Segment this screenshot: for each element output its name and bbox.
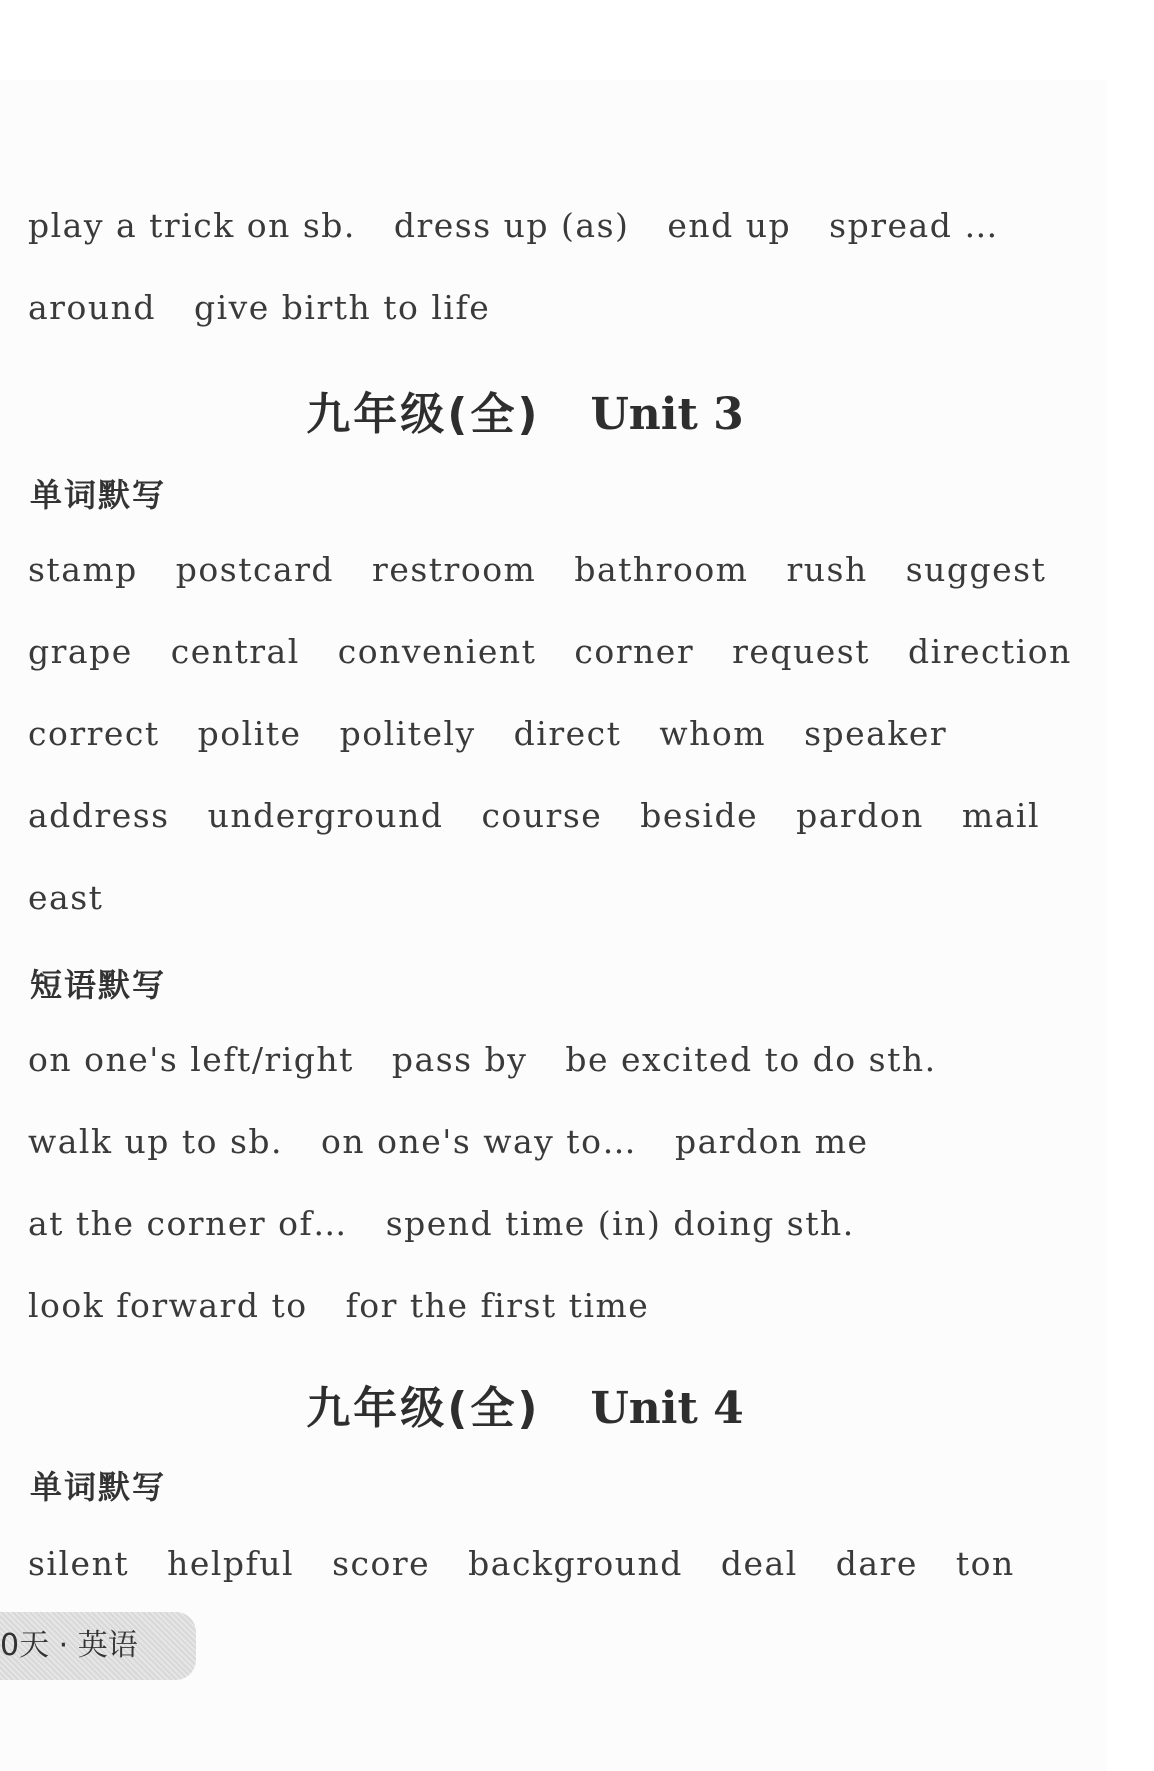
phrase-line [28,1040,975,1079]
word-line [28,796,1078,835]
word: helpful [167,1544,295,1583]
phrase: on one's left/right [28,1040,354,1079]
phrase: pass by [391,1040,528,1079]
grade-label: 九年级(全) [306,1383,541,1434]
word: background [468,1544,683,1583]
word: deal [720,1544,798,1583]
page-edge [1106,80,1154,1771]
word: beside [640,796,759,835]
word: bathroom [574,550,749,589]
section-heading-words: 单词默写 [30,1468,167,1506]
phrase: give birth to life [193,288,491,327]
section-heading-words: 单词默写 [30,476,167,514]
word: pardon [796,796,924,835]
word: convenient [337,632,537,671]
word-line [28,632,1110,671]
word: restroom [372,550,537,589]
grade-label: 九年级(全) [306,389,541,440]
word: central [170,632,300,671]
unit-label: Unit 3 [590,389,744,440]
phrase: dress up (as) [393,206,630,245]
phrase-line [28,1122,907,1161]
phrase: pardon me [674,1122,869,1161]
phrase: for the first time [345,1286,650,1325]
phrase: play a trick on sb. [28,206,356,245]
phrase: spend time (in) doing sth. [385,1204,855,1243]
phrase: walk up to sb. [28,1122,283,1161]
word: grape [28,632,133,671]
phrase-line [28,1204,893,1243]
word: dare [835,1544,918,1583]
document-page [0,80,1106,1771]
phrase-line [28,1286,687,1325]
word: underground [207,796,444,835]
unit-title [0,1372,1050,1436]
word: ton [955,1544,1015,1583]
phrase: around [28,288,156,327]
word-line [28,1544,1053,1583]
word-line [28,550,1084,589]
phrase-line [28,206,1037,245]
phrase: be excited to do sth. [565,1040,937,1079]
word: request [732,632,871,671]
word: suggest [905,550,1047,589]
word-line [28,878,141,917]
word: mail [961,796,1040,835]
phrase: look forward to [28,1286,308,1325]
word: east [28,878,104,917]
word: address [28,796,170,835]
word: corner [574,632,695,671]
word: correct [28,714,160,753]
section-heading-phrases: 短语默写 [30,966,167,1004]
word: speaker [804,714,948,753]
word: whom [659,714,767,753]
word: stamp [28,550,138,589]
phrase: on one's way to… [321,1122,637,1161]
phrase: at the corner of… [28,1204,348,1243]
footer-tab: 0天 · 英语 [0,1612,196,1680]
phrase: spread … [829,206,999,245]
word: course [481,796,603,835]
word: score [332,1544,431,1583]
word: direct [513,714,622,753]
word: polite [197,714,302,753]
word: politely [339,714,476,753]
word-line [28,714,985,753]
word: silent [28,1544,130,1583]
unit-title [0,378,1050,442]
phrase-line [28,288,528,327]
phrase: end up [667,206,792,245]
word: direction [908,632,1072,671]
word: rush [786,550,868,589]
word: postcard [175,550,335,589]
unit-label: Unit 4 [590,1383,744,1434]
